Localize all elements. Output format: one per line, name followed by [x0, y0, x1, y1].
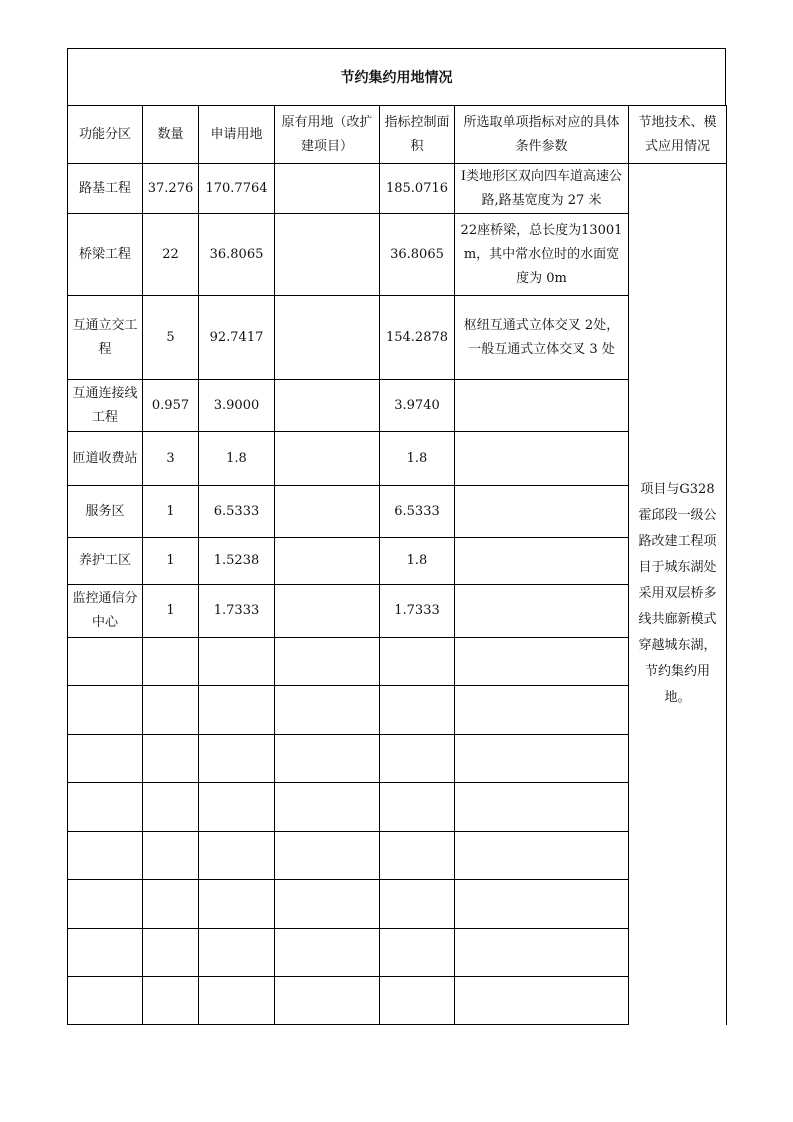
cell-ctrl: 185.0716	[380, 164, 455, 214]
header-tech: 节地技术、模式应用情况	[629, 106, 727, 164]
header-ctrl: 指标控制面积	[380, 106, 455, 164]
cell-apply: 170.7764	[199, 164, 275, 214]
table-row	[68, 585, 727, 638]
empty-cell	[199, 832, 275, 880]
cell-ctrl: 36.8065	[380, 214, 455, 296]
empty-row	[68, 880, 727, 929]
empty-cell	[455, 686, 629, 735]
cell-cond	[455, 486, 629, 538]
cell-apply: 92.7417	[199, 296, 275, 380]
header-apply: 申请用地	[199, 106, 275, 164]
cell-ctrl: 1.7333	[380, 585, 455, 638]
table-row	[68, 296, 727, 380]
empty-cell	[143, 832, 199, 880]
empty-cell	[68, 977, 143, 1025]
cell-func: 互通连接线工程	[68, 380, 143, 432]
empty-cell	[199, 783, 275, 832]
cell-orig	[275, 214, 380, 296]
cell-apply: 3.9000	[199, 380, 275, 432]
empty-cell	[199, 929, 275, 977]
cell-apply: 36.8065	[199, 214, 275, 296]
empty-row	[68, 735, 727, 783]
empty-cell	[68, 929, 143, 977]
empty-cell	[143, 686, 199, 735]
cell-func: 服务区	[68, 486, 143, 538]
cell-func: 桥梁工程	[68, 214, 143, 296]
cell-cond	[455, 380, 629, 432]
empty-cell	[275, 880, 380, 929]
empty-cell	[380, 977, 455, 1025]
cell-qty: 1	[143, 538, 199, 585]
cell-qty: 1	[143, 486, 199, 538]
cell-orig	[275, 432, 380, 486]
empty-cell	[380, 832, 455, 880]
cell-cond	[455, 538, 629, 585]
empty-cell	[68, 832, 143, 880]
empty-cell	[455, 783, 629, 832]
empty-cell	[275, 735, 380, 783]
empty-cell	[380, 929, 455, 977]
cell-qty: 22	[143, 214, 199, 296]
header-func: 功能分区	[68, 106, 143, 164]
cell-orig	[275, 296, 380, 380]
empty-cell	[455, 880, 629, 929]
cell-qty: 3	[143, 432, 199, 486]
tech-note: 项目与G328霍邱段一级公路改建工程项目于城东湖处采用双层桥多线共廊新模式穿越城东湖，节约集约用地。	[638, 482, 717, 706]
table-row	[68, 164, 727, 214]
empty-cell	[275, 977, 380, 1025]
cell-ctrl: 3.9740	[380, 380, 455, 432]
cell-orig	[275, 486, 380, 538]
empty-cell	[275, 783, 380, 832]
empty-cell	[455, 977, 629, 1025]
cell-func: 养护工区	[68, 538, 143, 585]
table-row	[68, 486, 727, 538]
empty-cell	[143, 638, 199, 686]
cell-func: 监控通信分中心	[68, 585, 143, 638]
cell-qty: 1	[143, 585, 199, 638]
cell-cond: 枢纽互通式立体交叉 2处，一般互通式立体交叉 3 处	[455, 296, 629, 380]
empty-cell	[143, 735, 199, 783]
empty-cell	[68, 880, 143, 929]
cell-cond: Ⅰ类地形区双向四车道高速公路,路基宽度为 27 米	[455, 164, 629, 214]
cell-ctrl: 1.8	[380, 432, 455, 486]
table-row	[68, 380, 727, 432]
cell-cond	[455, 585, 629, 638]
empty-row	[68, 783, 727, 832]
table-title: 节约集约用地情况	[67, 48, 726, 105]
cell-orig	[275, 585, 380, 638]
empty-cell	[199, 880, 275, 929]
empty-cell	[68, 735, 143, 783]
header-orig: 原有用地（改扩建项目）	[275, 106, 380, 164]
tech-note-cell	[629, 164, 727, 1025]
empty-cell	[199, 735, 275, 783]
empty-cell	[68, 783, 143, 832]
header-cond: 所选取单项指标对应的具体条件参数	[455, 106, 629, 164]
empty-cell	[455, 735, 629, 783]
cell-ctrl: 1.8	[380, 538, 455, 585]
empty-cell	[143, 783, 199, 832]
empty-row	[68, 929, 727, 977]
empty-row	[68, 832, 727, 880]
cell-func: 互通立交工程	[68, 296, 143, 380]
cell-func: 路基工程	[68, 164, 143, 214]
empty-row	[68, 977, 727, 1025]
empty-cell	[380, 638, 455, 686]
empty-row	[68, 638, 727, 686]
empty-cell	[275, 929, 380, 977]
cell-orig	[275, 538, 380, 585]
empty-cell	[275, 832, 380, 880]
cell-cond	[455, 432, 629, 486]
cell-qty: 0.957	[143, 380, 199, 432]
cell-apply: 1.5238	[199, 538, 275, 585]
table-row	[68, 538, 727, 585]
cell-qty: 37.276	[143, 164, 199, 214]
cell-apply: 1.8	[199, 432, 275, 486]
cell-apply: 6.5333	[199, 486, 275, 538]
empty-row	[68, 686, 727, 735]
header-row	[68, 106, 727, 164]
empty-cell	[455, 832, 629, 880]
cell-orig	[275, 164, 380, 214]
cell-orig	[275, 380, 380, 432]
table-row	[68, 214, 727, 296]
cell-ctrl: 6.5333	[380, 486, 455, 538]
cell-ctrl: 154.2878	[380, 296, 455, 380]
empty-cell	[199, 686, 275, 735]
cell-qty: 5	[143, 296, 199, 380]
empty-cell	[68, 638, 143, 686]
empty-cell	[380, 783, 455, 832]
empty-cell	[143, 880, 199, 929]
empty-cell	[455, 929, 629, 977]
cell-cond: 22座桥梁，总长度为13001m，其中常水位时的水面宽度为 0m	[455, 214, 629, 296]
empty-cell	[380, 735, 455, 783]
cell-func: 匝道收费站	[68, 432, 143, 486]
land-use-table	[67, 105, 727, 1025]
header-qty: 数量	[143, 106, 199, 164]
empty-cell	[275, 686, 380, 735]
empty-cell	[143, 977, 199, 1025]
cell-apply: 1.7333	[199, 585, 275, 638]
empty-cell	[380, 880, 455, 929]
empty-cell	[199, 638, 275, 686]
empty-cell	[143, 929, 199, 977]
table-row	[68, 432, 727, 486]
empty-cell	[199, 977, 275, 1025]
empty-cell	[380, 686, 455, 735]
empty-cell	[275, 638, 380, 686]
empty-cell	[68, 686, 143, 735]
empty-cell	[455, 638, 629, 686]
